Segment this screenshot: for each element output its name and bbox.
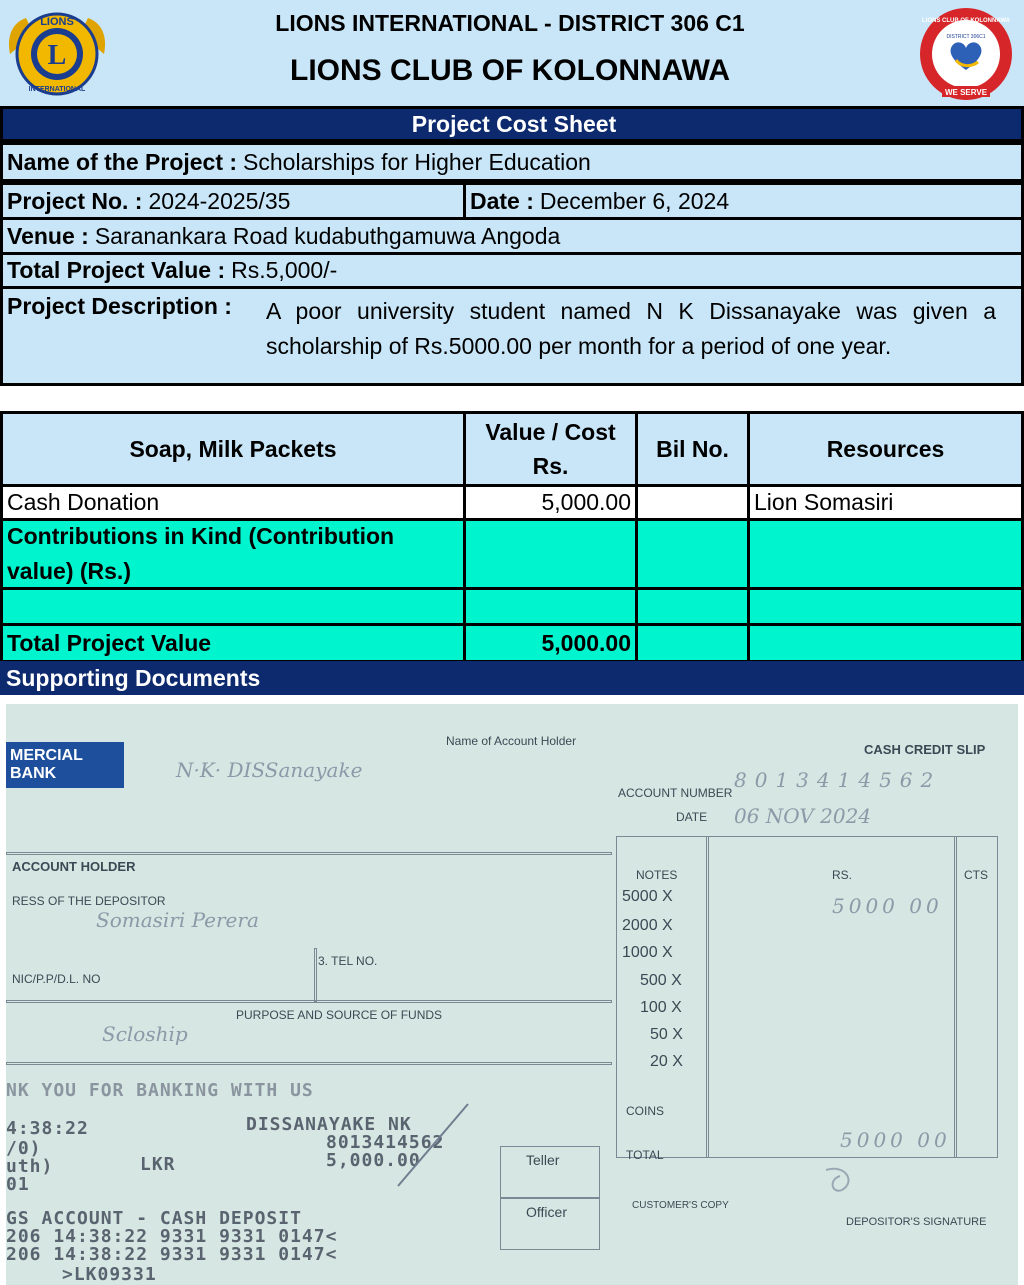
slip-notes-label: NOTES [636,868,678,882]
row1-value: 5,000.00 [463,484,638,521]
bank-deposit-slip-image [6,704,1018,1285]
kolonnawa-club-logo [912,4,1020,104]
slip-tel-label: 3. TEL NO. [318,954,378,968]
project-name-row [0,142,1024,182]
slip-hand-purpose: Scloship [102,1022,188,1046]
logo-banner-text: WE SERVE [944,88,988,97]
supporting-documents-heading: Supporting Documents [0,661,1024,695]
slip-depositor-signature: DEPOSITOR'S SIGNATURE [846,1216,987,1228]
slip-pen-marks [6,704,1018,1285]
lions-international-logo [4,4,110,104]
venue-label: Venue : [7,222,89,249]
slip-hand-depositor: Somasiri Perera [96,908,259,932]
slip-depositor-label: RESS OF THE DEPOSITOR [12,894,166,908]
logo-ring-text: LIONS CLUB OF KOLONNAWA [922,18,1010,24]
bank-name-tag: MERCIAL BANK [6,742,124,788]
total-row-label: Total Project Value [0,623,466,663]
slip-title: CASH CREDIT SLIP [864,742,986,757]
slip-nic-label: NIC/P.P/D.L. NO [12,972,101,986]
total-row-value: 5,000.00 [463,623,638,663]
slip-hand-total: 5000 00 [840,1128,951,1152]
denom-20: 20 X [650,1053,683,1070]
slip-print-line3: >LK09331 [62,1264,157,1285]
slip-rs-label: RS. [832,868,853,882]
slip-account-number-label: ACCOUNT NUMBER [618,786,733,800]
slip-print-misc1: /0) [6,1138,42,1159]
row2-item: Contributions in Kind (Contribution value) (Rs.) [0,518,466,590]
total-value-value: Rs.5,000/- [231,257,338,283]
slip-total-label: TOTAL [626,1148,664,1162]
denom-500: 500 X [640,972,682,989]
row2-resource [747,518,1024,590]
row2-value [463,518,638,590]
venue-value: Saranankara Road kudabuthgamuwa Angoda [94,222,561,249]
description-value: A poor university student named N K Dissanayake was given a scholarship of Rs.5000.00 per month for a period of one year. [266,298,996,359]
slip-account-holder-check: ACCOUNT HOLDER [12,859,136,874]
project-date-cell [463,182,1024,220]
club-title: LIONS CLUB OF KOLONNAWA [290,54,730,87]
denom-1000: 1000 X [622,944,673,961]
total-value-row [0,252,1024,289]
district-title: LIONS INTERNATIONAL - DISTRICT 306 C1 [275,10,745,36]
logo-bottom-text: INTERNATIONAL [28,86,86,93]
logo-letter: L [47,40,67,71]
venue-row [0,217,1024,255]
denom-50: 50 X [650,1026,683,1043]
project-no-label: Project No. : [7,187,143,214]
col-header-bill: Bil No. [635,411,750,487]
slip-print-name: DISSANAYAKE NK [246,1114,412,1135]
slip-customer-copy: CUSTOMER'S COPY [632,1200,729,1211]
row3-value [463,587,638,626]
total-value-label: Total Project Value : [7,257,226,283]
row3-resource [747,587,1024,626]
slip-hand-date: 06 NOV 2024 [734,804,872,828]
row3-item [0,587,466,626]
slip-account-holder-label: Name of Account Holder [446,734,577,748]
logo-top-text: LIONS [40,16,74,28]
description-label: Project Description : [7,293,232,319]
row1-resource: Lion Somasiri [747,484,1024,521]
row1-bill [635,484,750,521]
slip-print-misc3: 01 [6,1174,30,1195]
slip-officer-label: Officer [526,1204,567,1220]
slip-print-misc2: uth) [6,1156,54,1177]
total-row-resource [747,623,1024,663]
row2-bill [635,518,750,590]
col-header-item: Soap, Milk Packets [0,411,466,487]
sheet-title: Project Cost Sheet [0,106,1024,142]
project-date-label: Date : [470,187,534,214]
row3-bill [635,587,750,626]
slip-print-account: 8013414562 [326,1132,445,1153]
slip-date-label: DATE [676,810,708,824]
slip-print-type: GS ACCOUNT - CASH DEPOSIT [6,1208,302,1229]
slip-hand-name: N·K· DISSanayake [176,758,363,782]
slip-hand-amount: 5000 00 [832,894,943,918]
col-header-resources: Resources [747,411,1024,487]
project-no-value: 2024-2025/35 [148,187,291,214]
logo-center-text: DISTRICT 306C1 [946,34,986,40]
slip-print-thanks: NK YOU FOR BANKING WITH US [6,1080,314,1101]
slip-cts-label: CTS [964,868,988,882]
slip-print-time: 4:38:22 [6,1118,89,1139]
slip-coins-label: COINS [626,1104,665,1118]
project-no-cell [0,182,466,220]
slip-print-amount: 5,000.00 [326,1150,421,1171]
slip-teller-label: Teller [526,1152,560,1168]
row1-item: Cash Donation [0,484,466,521]
denom-5000: 5000 X [622,888,673,905]
slip-print-line2: 206 14:38:22 9331 9331 0147< [6,1244,338,1265]
denom-2000: 2000 X [622,917,673,934]
slip-purpose-label: PURPOSE AND SOURCE OF FUNDS [236,1008,443,1022]
denom-100: 100 X [640,999,682,1016]
slip-print-currency: LKR [140,1154,176,1175]
project-date-value: December 6, 2024 [539,187,730,214]
project-name-label: Name of the Project : [7,148,238,175]
total-row-bill [635,623,750,663]
slip-hand-account: 8013414562 [734,768,942,792]
col-header-value: Value / Cost Rs. [463,411,638,487]
project-name-value: Scholarships for Higher Education [243,148,591,175]
slip-print-line1: 206 14:38:22 9331 9331 0147< [6,1226,338,1247]
